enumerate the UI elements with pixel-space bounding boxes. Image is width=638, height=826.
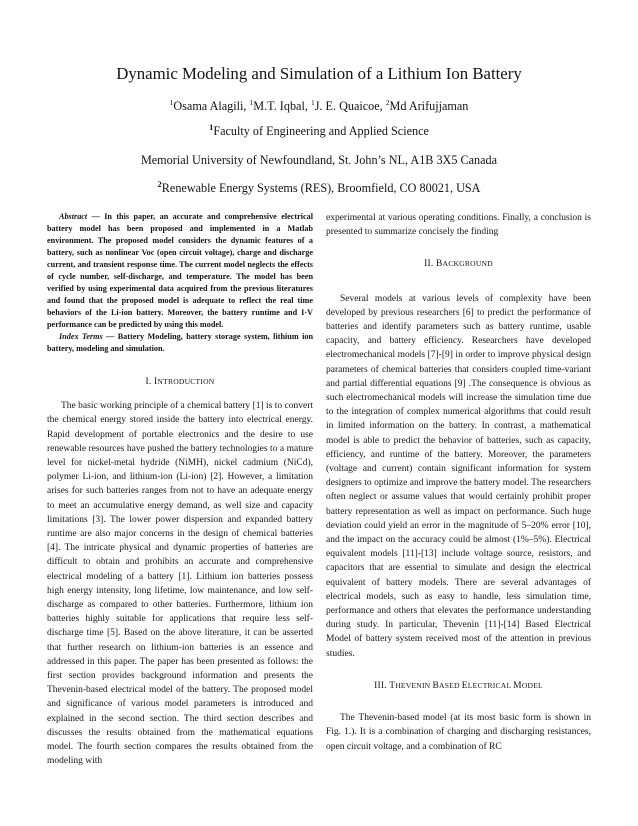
author-2-name: M.T. Iqbal, [253,99,308,113]
affiliation-1-name: Faculty of Engineering and Applied Science [213,124,429,138]
continuation-paragraph: experimental at various operating conditions. Finally, a conclusion is presented to summarize concisely the finding [326,213,591,238]
affiliation-1-sup: 1 [209,122,214,132]
author-1-sup: 1 [169,98,174,107]
author-4-name: Md Arifujjaman [389,99,469,113]
left-column [47,211,313,768]
author-line [0,98,638,114]
author-1-name: Osama Alagili, [173,99,247,113]
affiliation-2-sup: 2 [157,179,162,189]
thevenin-paragraph: The Thevenin-based model (at its most basic form is shown in Fig. 1.). It is a combination of charging and discharging resistances, open circuit voltage, and a combination of RC [326,713,591,752]
paper-title: Dynamic Modeling and Simulation of a Lithium Ion Battery [116,64,522,83]
background-paragraph: Several models at various levels of complexity have been developed by previous researchers [6] to predict the performance of batteries and identify parameters such as battery runtime, usable capacity, and battery efficiency. Researchers have developed electromechanical models [7]-[9] in order to improve physical design parameters of chemical batteries that considers coupled time-variant and partial differential equations [9] .The consequence is obvious as such electromechanical models will increase the simulation time due to the integration of complex numerical algorithms that could result in limited information on the battery. In contrast, a mathematical model is able to predict the behavior of batteries, such as capacity, efficiency, and runtime of the battery. Moreover, the parameters (voltage and current) contain significant information for system designers to optimize and improve the battery model. The researchers often neglect or assume values that would certainly prohibit proper battery representation as well as impact on performance. Such huge deviation could yield an error in the magnitude of 5–20% error [10], and the impact on the accuracy could be almost (1%–5%). Electrical equivalent models [11]-[13] include voltage source, resistors, and capacitors that are essential to simulate and design the electrical equivalent of battery models. There are several advantages of electrical models, such as easy to handle, less simulation time, performance and others that elevates the performance understanding during study. In particular, Thevenin [11]-[14] Based Electrical Model of battery system received most of the attention in previous studies. [326,293,591,659]
abstract-text: In this paper, an accurate and comprehensive electrical battery model has been proposed and implemented in a Matlab environment. The proposed model considers the dynamic features of a battery, such as nonlinear Voc (open circuit voltage), charge and discharge current, and transient response time. The current model neglects the effects of cycle number, self-discharge, and temperature. The model has been verified by using experimental data acquired from the previous literatures and found that the proposed model is adequate to reflect the real time behaviors of the Li-ion battery. Moreover, the battery runtime and I-V performance can be predicted by using this model. [47,212,314,329]
abstract [47,211,313,331]
abstract-label: Abstract — [59,212,100,221]
author-4-sup: 2 [385,98,390,107]
section-heading-background: II. BACKGROUND [424,259,493,270]
right-column [326,211,591,754]
section-heading-thevenin: III. THEVENIN BASED ELECTRICAL MODEL [374,680,543,691]
affiliation-2-name: Renewable Energy Systems (RES), Broomfield, CO 80021, USA [161,181,481,195]
index-terms-label: Index Terms — [59,332,115,341]
affiliation-1-line-2: Memorial University of Newfoundland, St. John’s NL, A1B 3X5 Canada [140,153,498,167]
introduction-paragraph: The basic working principle of a chemical battery [1] is to convert the chemical energy stored inside the battery into electrical energy. Rapid development of portable electronics and the desire to use renewable resources have pushed the battery technologies to a mature level for nickel-metal hydride (NiMH), nickel cadmium (NiCd), polymer Li-ion, and lithium-ion (Li-ion) [2]. However, a limitation arises for such batteries ranges from not to have an adequate energy to meet an accumulative energy demand, as well size and capacity limitations [3]. The lower power dispersion and expanded battery runtime are also major concerns in the design of chemical batteries [4]. The intricate physical and dynamic properties of batteries are difficult to obtain and prohibits an accurate and comprehensive electrical modeling of a battery [1]. Lithium ion batteries possess high energy intensity, long lifetime, low maintenance, and low self-discharge as compared to other batteries. Furthermore, lithium ion batteries highly suitable for applications that require less self-discharge time [5]. Based on the above literature, it can be asserted that further research on lithium-ion batteries is an essence and addressed in this paper. The paper has been presented as follows: the first section provides background information and presents the Thevenin-based electrical model of the battery. The proposed model and significance of various model parameters is introduced and explained in the second section. The third section describes and discusses the results obtained from the mathematical equations model. The fourth section compares the results obtained from the modeling with [47,401,313,767]
author-3-sup: 1 [310,98,315,107]
index-terms-text: Battery Modeling, battery storage system, lithium ion battery, modeling and simulation. [47,332,314,353]
section-heading-introduction: I. INTRODUCTION [145,377,215,387]
author-2-sup: 1 [249,98,254,107]
index-terms [47,331,313,355]
affiliation-2-line [0,180,638,196]
author-3-name: J. E. Quaicoe, [314,99,383,113]
affiliation-1-line-1 [0,123,638,139]
